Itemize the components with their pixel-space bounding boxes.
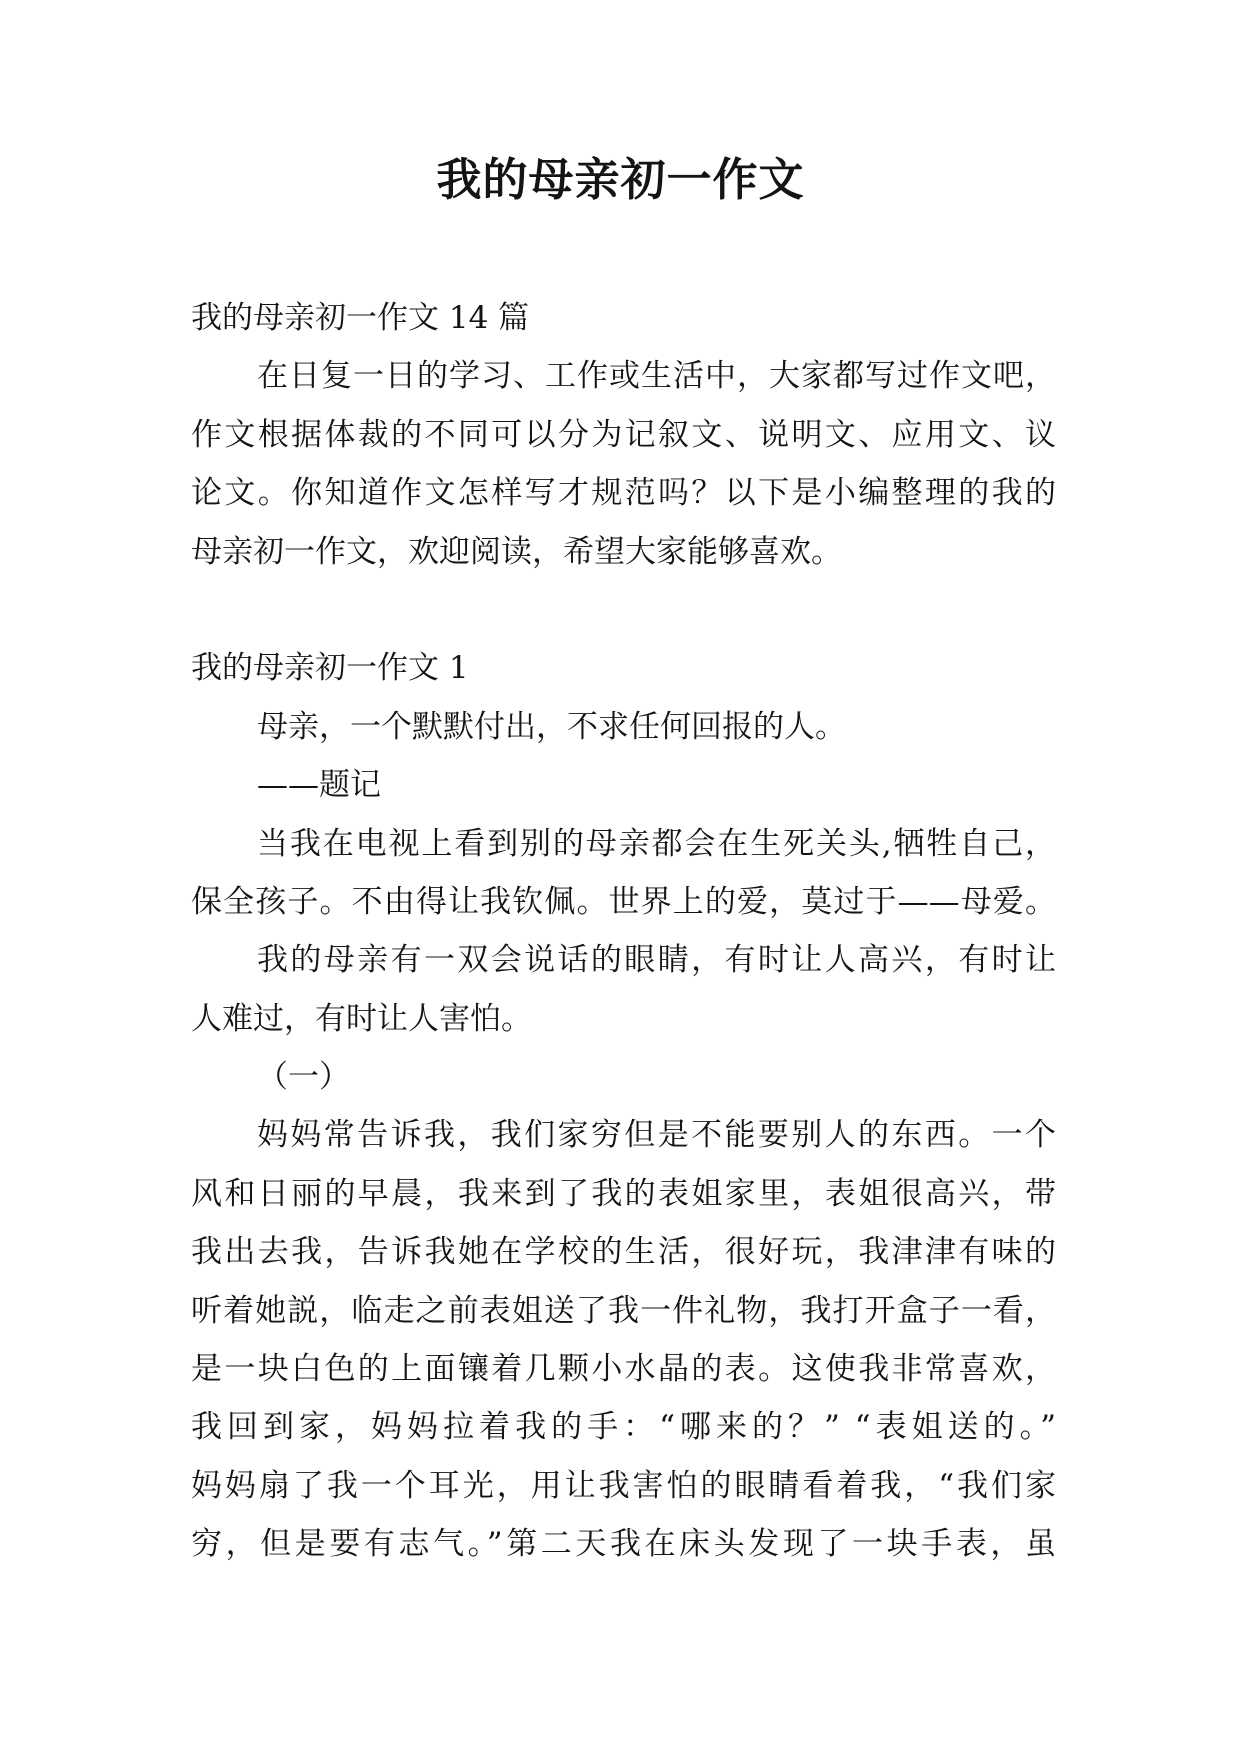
- paragraph-line: 风和日丽的早晨，我来到了我的表姐家里，表姐很高兴，带: [191, 1175, 1056, 1212]
- paragraph-line: 听着她説，临走之前表姐送了我一件礼物，我打开盒子一看，: [191, 1292, 1056, 1329]
- paragraph-line: 是一块白色的上面镶着几颗小水晶的表。这使我非常喜欢，: [191, 1351, 1056, 1388]
- paragraph-line: 当我在电视上看到别的母亲都会在生死关头,牺牲自己，: [257, 825, 1056, 862]
- section-marker: （一）: [257, 1059, 350, 1096]
- paragraph-line: 妈妈扇了我一个耳光，用让我害怕的眼睛看着我，“我们家: [191, 1467, 1056, 1504]
- paragraph-line: 穷，但是要有志气。”第二天我在床头发现了一块手表，虽: [191, 1526, 1056, 1563]
- essay-heading: 我的母亲初一作文 1: [191, 650, 469, 687]
- paragraph-line: 我出去我，告诉我她在学校的生活，很好玩，我津津有味的: [191, 1234, 1056, 1271]
- intro-line: 作文根据体裁的不同可以分为记叙文、说明文、应用文、议: [191, 416, 1056, 453]
- epigraph-note: ——题记: [257, 767, 381, 804]
- paragraph-line: 保全孩子。不由得让我钦佩。世界上的爱，莫过于——母爱。: [191, 883, 1056, 920]
- document-body: [191, 289, 1056, 1574]
- paragraph-line: 人难过，有时让人害怕。: [191, 1000, 532, 1037]
- paragraph-line: 我的母亲有一双会说话的眼睛，有时让人高兴，有时让: [257, 942, 1056, 979]
- intro-line: 论文。你知道作文怎样写才规范吗？以下是小编整理的我的: [191, 475, 1056, 512]
- intro-line: 母亲初一作文，欢迎阅读，希望大家能够喜欢。: [191, 533, 842, 570]
- document-title: 我的母亲初一作文: [436, 153, 805, 206]
- paragraph-line: 妈妈常告诉我，我们家穷但是不能要别人的东西。一个: [257, 1117, 1056, 1154]
- paragraph-line: 我回到家，妈妈拉着我的手：“哪来的？” “表姐送的。”: [191, 1409, 1056, 1446]
- epigraph: 母亲，一个默默付出，不求任何回报的人。: [257, 708, 846, 745]
- intro-line: 在日复一日的学习、工作或生活中，大家都写过作文吧，: [257, 358, 1056, 395]
- collection-heading: 我的母亲初一作文 14 篇: [191, 300, 530, 336]
- blank-line: [191, 581, 1056, 639]
